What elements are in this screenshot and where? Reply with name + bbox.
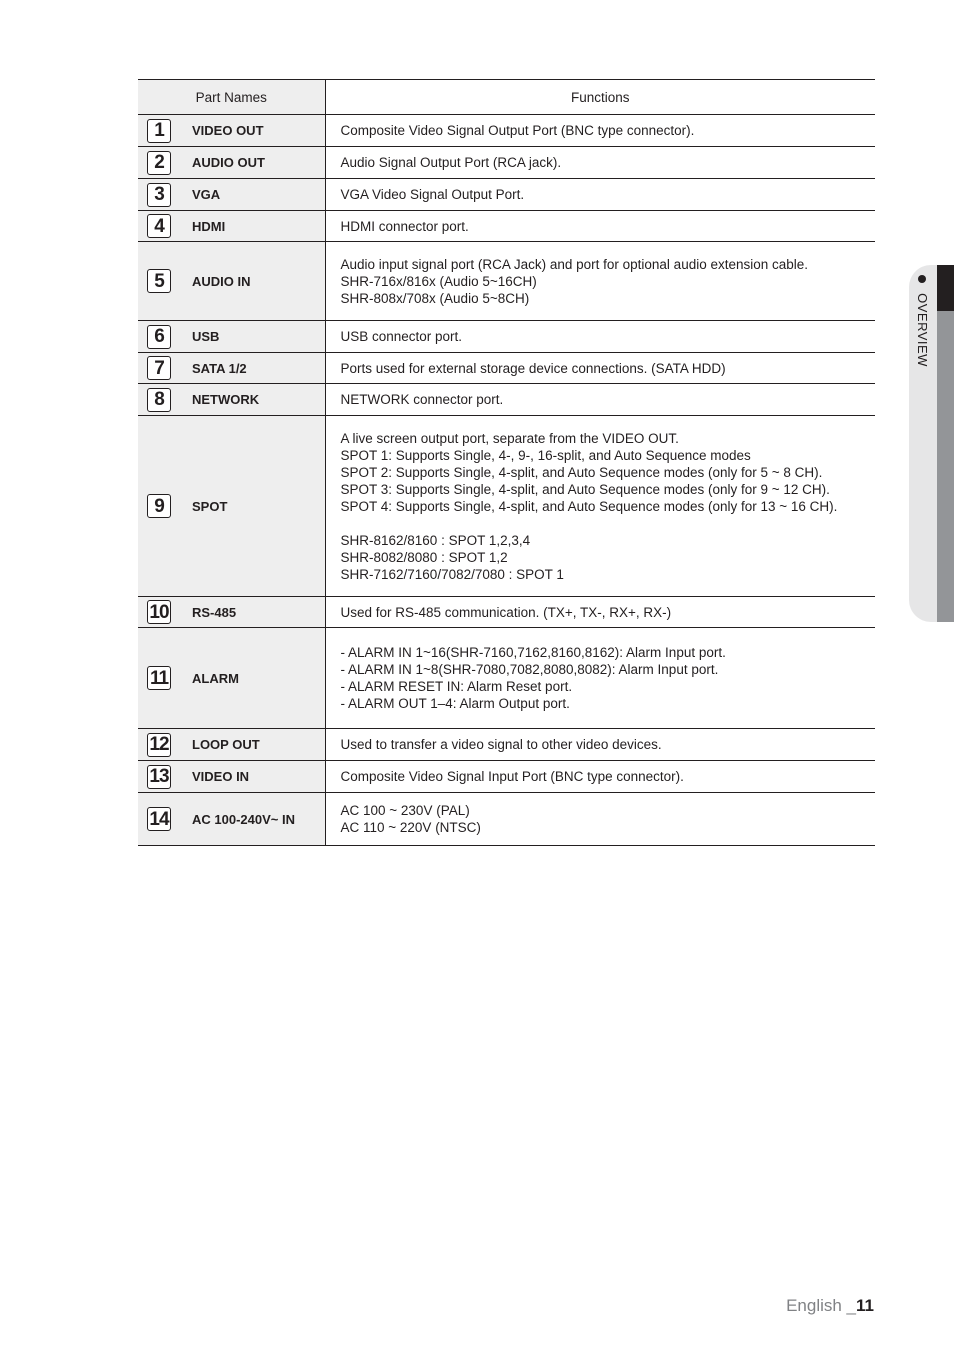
row-number-cell <box>138 242 182 321</box>
function-line: HDMI connector port. <box>340 218 469 234</box>
function-line: Composite Video Signal Output Port (BNC type connector). <box>340 123 695 138</box>
part-number-badge: 7 <box>147 356 171 380</box>
row-number-cell <box>138 321 182 353</box>
part-name: VIDEO OUT <box>182 115 325 147</box>
part-name: ALARM <box>182 628 325 729</box>
function-line: - ALARM IN 1~8(SHR-7080,7082,8080,8082): Alarm Input port. <box>340 662 719 677</box>
table-row <box>138 147 875 179</box>
part-number-badge: 8 <box>147 388 171 412</box>
function-line: Used to transfer a video signal to other video devices. <box>340 737 662 752</box>
function-line: SHR-716x/816x (Audio 5~16CH) <box>340 273 537 289</box>
part-number-badge: 10 <box>147 600 171 624</box>
part-name: RS-485 <box>182 597 325 628</box>
part-name: USB <box>182 321 325 353</box>
function-line: SPOT 3: Supports Single, 4-split, and Auto Sequence modes (only for 9 ~ 12 CH). <box>340 481 830 497</box>
row-number-cell <box>138 115 182 147</box>
part-name: AC 100-240V~ IN <box>182 793 325 846</box>
part-function <box>325 793 875 846</box>
header-functions: Functions <box>325 80 875 115</box>
part-number-badge: 3 <box>147 183 171 207</box>
row-number-cell <box>138 729 182 761</box>
part-function <box>325 147 875 179</box>
function-line: SPOT 1: Supports Single, 4-, 9-, 16-split, and Auto Sequence modes <box>340 447 751 463</box>
function-line: SHR-808x/708x (Audio 5~8CH) <box>340 290 530 306</box>
part-function <box>325 211 875 242</box>
part-number-badge: 4 <box>147 214 171 238</box>
table-row <box>138 353 875 384</box>
table-row <box>138 321 875 353</box>
function-line: A live screen output port, separate from the VIDEO OUT. <box>340 430 679 446</box>
function-line: Ports used for external storage device connections. (SATA HDD) <box>340 360 726 376</box>
part-number-badge: 1 <box>147 119 171 143</box>
part-number-badge: 6 <box>147 325 171 349</box>
part-number-badge: 2 <box>147 151 171 175</box>
table-row <box>138 242 875 321</box>
row-number-cell <box>138 793 182 846</box>
function-line: USB connector port. <box>340 329 463 344</box>
part-function <box>325 384 875 416</box>
page-number: 11 <box>856 1296 874 1315</box>
function-line: Audio Signal Output Port (RCA jack). <box>340 155 562 170</box>
side-tab-bar <box>937 265 954 622</box>
table-row <box>138 761 875 793</box>
part-name: SATA 1/2 <box>182 353 325 384</box>
function-line: VGA Video Signal Output Port. <box>340 187 525 202</box>
part-function <box>325 321 875 353</box>
function-line: Composite Video Signal Input Port (BNC type connector). <box>340 769 684 784</box>
part-function <box>325 353 875 384</box>
header-part-names: Part Names <box>138 80 325 115</box>
row-number-cell <box>138 211 182 242</box>
part-name: VIDEO IN <box>182 761 325 793</box>
table-row <box>138 729 875 761</box>
part-function <box>325 597 875 628</box>
side-tab-text: OVERVIEW <box>915 293 930 367</box>
blank-line <box>341 515 868 532</box>
part-number-badge: 14 <box>147 807 171 831</box>
function-line: SHR-7162/7160/7082/7080 : SPOT 1 <box>340 566 564 582</box>
bullet-dot-icon <box>918 275 926 283</box>
row-number-cell <box>138 384 182 416</box>
part-function <box>325 761 875 793</box>
part-function <box>325 115 875 147</box>
function-line: NETWORK connector port. <box>340 392 504 407</box>
part-name: SPOT <box>182 416 325 597</box>
table-row <box>138 384 875 416</box>
row-number-cell <box>138 761 182 793</box>
table-body <box>138 115 875 846</box>
row-number-cell <box>138 147 182 179</box>
function-line: - ALARM IN 1~16(SHR-7160,7162,8160,8162): Alarm Input port. <box>340 645 726 660</box>
function-line: SPOT 4: Supports Single, 4-split, and Auto Sequence modes (only for 13 ~ 16 CH). <box>340 498 838 514</box>
function-line: SHR-8082/8080 : SPOT 1,2 <box>340 549 508 565</box>
function-line: - ALARM OUT 1–4: Alarm Output port. <box>340 696 570 711</box>
page-footer <box>786 1296 874 1316</box>
function-line: SPOT 2: Supports Single, 4-split, and Auto Sequence modes (only for 5 ~ 8 CH). <box>340 464 823 480</box>
table-row <box>138 628 875 729</box>
part-function <box>325 628 875 729</box>
side-tab-marker <box>937 265 954 311</box>
part-number-badge: 9 <box>147 494 171 518</box>
row-number-cell <box>138 628 182 729</box>
part-name: LOOP OUT <box>182 729 325 761</box>
function-line: Audio input signal port (RCA Jack) and port for optional audio extension cable. <box>340 256 809 272</box>
function-line: SHR-8162/8160 : SPOT 1,2,3,4 <box>340 532 531 548</box>
part-names-table <box>138 79 875 846</box>
table-row <box>138 793 875 846</box>
table-row <box>138 115 875 147</box>
part-number-badge: 12 <box>147 733 171 757</box>
part-name: NETWORK <box>182 384 325 416</box>
function-line: Used for RS-485 communication. (TX+, TX-, RX+, RX-) <box>340 604 672 620</box>
function-line: AC 100 ~ 230V (PAL) <box>340 803 470 818</box>
part-function <box>325 416 875 597</box>
table-row <box>138 597 875 628</box>
part-function <box>325 729 875 761</box>
part-name: HDMI <box>182 211 325 242</box>
part-number-badge: 11 <box>147 666 171 690</box>
table-header-row <box>138 80 875 115</box>
row-number-cell <box>138 597 182 628</box>
row-number-cell <box>138 179 182 211</box>
table-row <box>138 416 875 597</box>
row-number-cell <box>138 353 182 384</box>
row-number-cell <box>138 416 182 597</box>
part-function <box>325 242 875 321</box>
part-name: AUDIO OUT <box>182 147 325 179</box>
function-line: AC 110 ~ 220V (NTSC) <box>340 820 481 835</box>
side-tab-label <box>914 275 930 367</box>
part-function <box>325 179 875 211</box>
part-name: AUDIO IN <box>182 242 325 321</box>
table-row <box>138 211 875 242</box>
part-name: VGA <box>182 179 325 211</box>
part-number-badge: 13 <box>147 765 171 789</box>
function-line: - ALARM RESET IN: Alarm Reset port. <box>340 679 573 694</box>
footer-language: English _ <box>786 1296 857 1315</box>
table-row <box>138 179 875 211</box>
part-number-badge: 5 <box>147 269 171 293</box>
